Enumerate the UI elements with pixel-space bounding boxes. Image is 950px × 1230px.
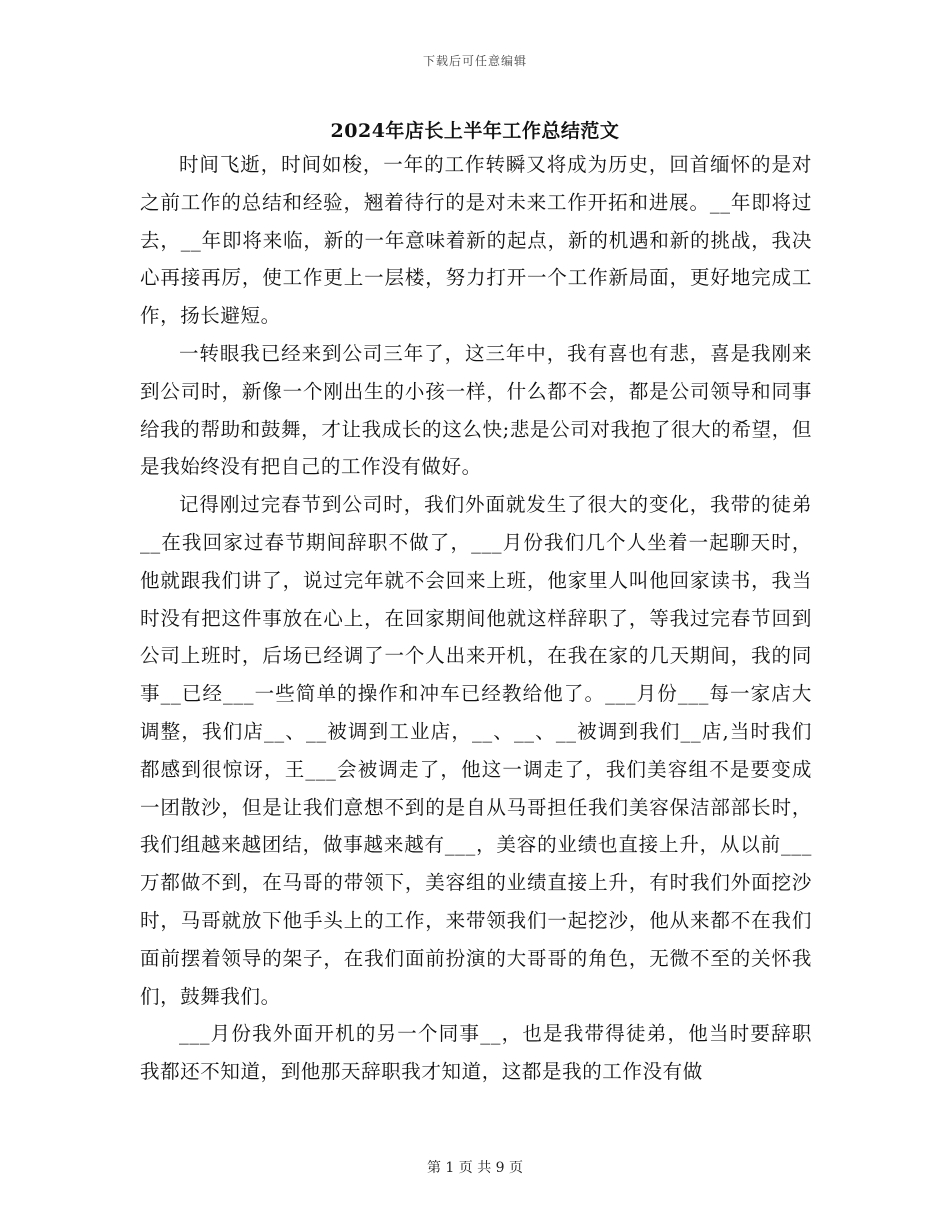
document-title: 2024年店长上半年工作总结范文 bbox=[330, 120, 620, 142]
paragraph: 一转眼我已经来到公司三年了，这三年中，我有喜也有悲，喜是我刚来到公司时，新像一个刚出生的小孩一样，什么都不会，都是公司领导和同事给我的帮助和鼓舞，才让我成长的这么快;悲是公司对我抱了很大的希望，但是我始终没有把自己的工作没有做好。 bbox=[140, 341, 812, 479]
page-number: 第 1 页 共 9 页 bbox=[426, 1160, 524, 1176]
paragraph: 时间飞逝，时间如梭，一年的工作转瞬又将成为历史，回首缅怀的是对之前工作的总结和经验，翘着待行的是对未来工作开拓和进展。__年即将过去，__年即将来临，新的一年意味着新的起点，新的机遇和新的挑战，我决心再接再厉，使工作更上一层楼，努力打开一个工作新局面，更好地完成工作，扬长避短。 bbox=[140, 153, 812, 328]
paragraph: ___月份我外面开机的另一个同事__，也是我带得徒弟，他当时要辞职我都还不知道，到他那天辞职我才知道，这都是我的工作没有做 bbox=[140, 1022, 812, 1084]
paragraph: 记得刚过完春节到公司时，我们外面就发生了很大的变化，我带的徒弟__在我回家过春节期间辞职不做了，___月份我们几个人坐着一起聊天时，他就跟我们讲了，说过完年就不会回来上班，他家里人叫他回家读书，我当时没有把这件事放在心上，在回家期间他就这样辞职了，等我过完春节回到公司上班时，后场已经调了一个人出来开机，在我在家的几天期间，我的同事__已经___一些简单的操作和冲车已经教给他了。___月份___每一家店大调整，我们店__、__被调到工业店，__、__、__被调到我们__店,当时我们都感到很惊讶，王___会被调走了，他这一调走了，我们美容组不是要变成一团散沙，但是让我们意想不到的是自从马哥担任我们美容保洁部部长时，我们组越来越团结，做事越来越有___，美容的业绩也直接上升，从以前___万都做不到，在马哥的带领下，美容组的业绩直接上升，有时我们外面挖沙时，马哥就放下他手头上的工作，来带领我们一起挖沙，他从来都不在我们面前摆着领导的架子，在我们面前扮演的大哥哥的角色，无微不至的关怀我们，鼓舞我们。 bbox=[140, 493, 812, 1008]
page-header-note: 下载后可任意编辑 bbox=[422, 54, 527, 68]
document-body bbox=[140, 146, 812, 1091]
